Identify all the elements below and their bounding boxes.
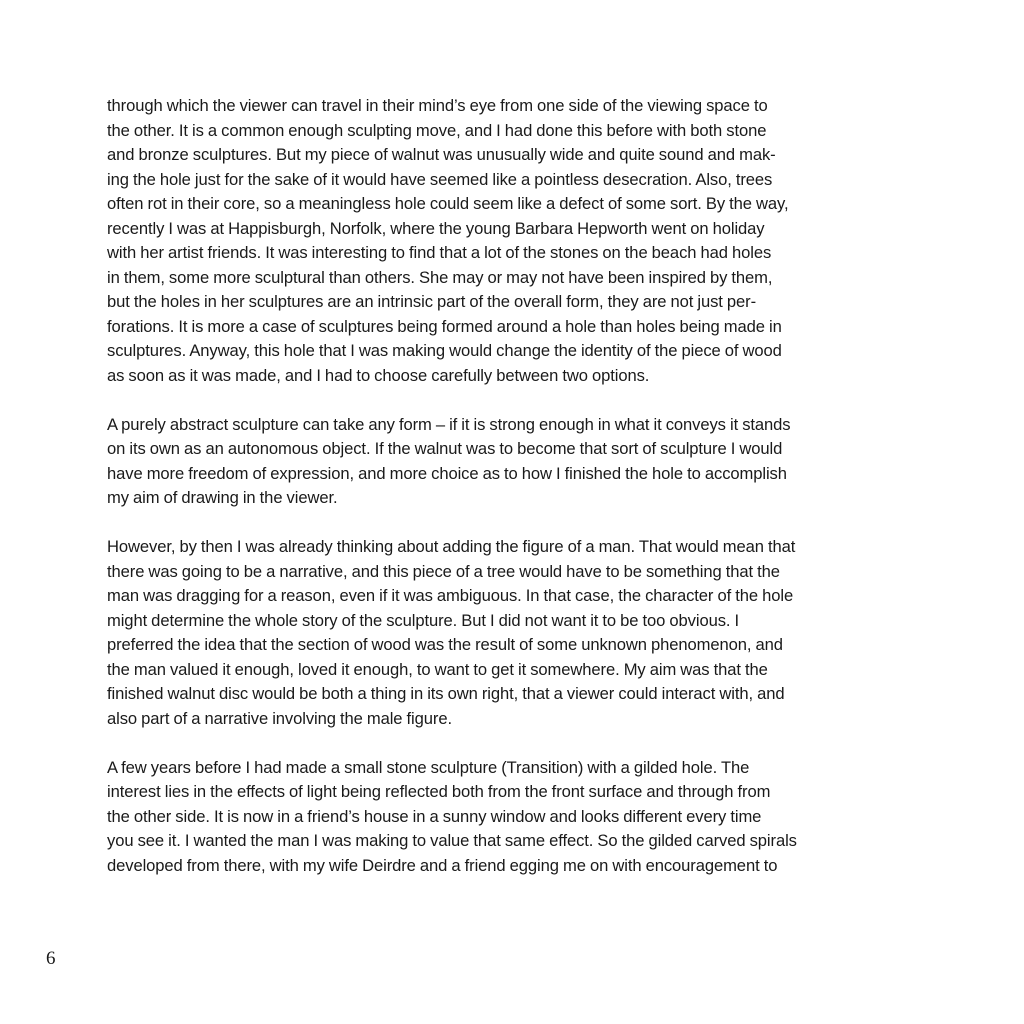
- text-line: have more freedom of expression, and more choice as to how I finished the hole to accomplish: [107, 463, 787, 483]
- paragraph-4: [107, 756, 915, 879]
- text-line: man was dragging for a reason, even if it was ambiguous. In that case, the character of the hole: [107, 586, 794, 605]
- paragraph-2: [107, 413, 915, 511]
- text-line: A purely abstract sculpture can take any form – if it is strong enough in what it conveys it stands: [107, 414, 791, 434]
- text-line: in them, some more sculptural than others. She may or may not have been inspired by them,: [107, 267, 773, 287]
- text-line: sculptures. Anyway, this hole that I was making would change the identity of the piece of wood: [107, 341, 782, 360]
- text-line: forations. It is more a case of sculptures being formed around a hole than holes being made in: [107, 316, 782, 336]
- text-line: and bronze sculptures. But my piece of walnut was unusually wide and quite sound and mak-: [107, 145, 776, 164]
- text-line: the man valued it enough, loved it enough, to want to get it somewhere. My aim was that the: [107, 659, 768, 679]
- text-line: ing the hole just for the sake of it would have seemed like a pointless desecration. Also, trees: [107, 169, 773, 189]
- text-line: the other side. It is now in a friend’s house in a sunny window and looks different every time: [107, 806, 762, 826]
- text-line: recently I was at Happisburgh, Norfolk, where the young Barbara Hepworth went on holiday: [107, 218, 765, 238]
- text-line: on its own as an autonomous object. If the walnut was to become that sort of sculpture I would: [107, 439, 783, 458]
- text-line: my aim of drawing in the viewer.: [107, 488, 338, 507]
- text-line: as soon as it was made, and I had to choose carefully between two options.: [107, 365, 650, 385]
- text-line: often rot in their core, so a meaningless hole could seem like a defect of some sort. By the way,: [107, 194, 789, 213]
- body-text: [107, 94, 915, 903]
- page-number: 6: [46, 948, 56, 969]
- text-line: the other. It is a common enough sculpting move, and I had done this before with both stone: [107, 120, 767, 140]
- text-line: preferred the idea that the section of wood was the result of some unknown phenomenon, and: [107, 635, 783, 654]
- text-line: but the holes in her sculptures are an intrinsic part of the overall form, they are not just per-: [107, 292, 757, 311]
- text-line: developed from there, with my wife Deirdre and a friend egging me on with encouragement to: [107, 855, 778, 875]
- paragraph-1: [107, 94, 915, 388]
- text-line: However, by then I was already thinking about adding the figure of a man. That would mean that: [107, 537, 796, 556]
- text-line: you see it. I wanted the man I was making to value that same effect. So the gilded carved spirals: [107, 831, 797, 850]
- text-line: A few years before I had made a small stone sculpture (Transition) with a gilded hole. The: [107, 757, 750, 777]
- text-line: there was going to be a narrative, and this piece of a tree would have to be something that the: [107, 561, 780, 581]
- paragraph-3: [107, 535, 915, 731]
- text-line: through which the viewer can travel in their mind’s eye from one side of the viewing space to: [107, 96, 768, 115]
- text-line: might determine the whole story of the sculpture. But I did not want it to be too obvious. I: [107, 610, 740, 630]
- text-line: with her artist friends. It was interesting to find that a lot of the stones on the beach had holes: [107, 243, 772, 262]
- text-line: also part of a narrative involving the male figure.: [107, 708, 452, 728]
- text-line: finished walnut disc would be both a thing in its own right, that a viewer could interact with, and: [107, 684, 785, 703]
- text-line: interest lies in the effects of light being reflected both from the front surface and through from: [107, 782, 771, 801]
